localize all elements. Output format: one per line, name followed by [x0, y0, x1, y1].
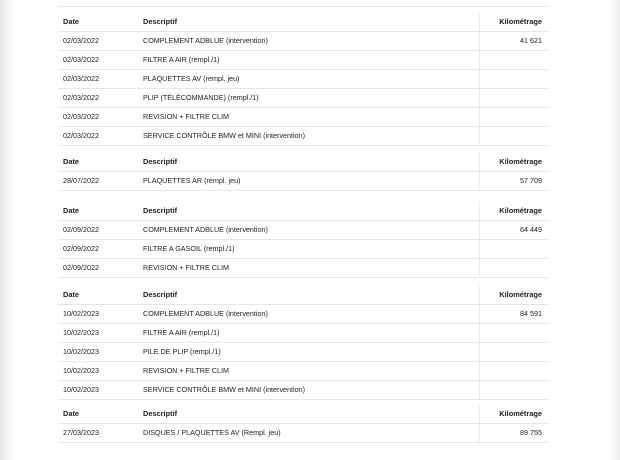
table-row	[58, 259, 548, 278]
table-row	[58, 89, 548, 108]
header-date: Date	[63, 290, 80, 299]
row-descriptif: COMPLEMENT ADBLUE (intervention)	[143, 36, 268, 45]
row-descriptif: SERVICE CONTRÔLE BMW et MINI (intervention)	[143, 131, 306, 140]
table-row	[58, 424, 548, 443]
header-descriptif: Descriptif	[143, 206, 178, 215]
table-row	[58, 51, 548, 70]
table-row	[58, 305, 548, 324]
header-date: Date	[63, 206, 80, 215]
row-descriptif: FILTRE A AIR (rempl./1)	[143, 55, 220, 64]
header-kilometrage: Kilométrage	[499, 157, 542, 166]
row-date: 02/03/2022	[63, 93, 99, 102]
row-descriptif: PLAQUETTES AR (rempl. jeu)	[143, 176, 241, 185]
table-row	[58, 108, 548, 127]
row-descriptif: SERVICE CONTRÔLE BMW et MINI (intervention)	[143, 385, 306, 394]
history-section	[58, 286, 548, 400]
table-row	[58, 343, 548, 362]
row-kilometrage: 89 755	[520, 428, 542, 437]
row-date: 10/02/2023	[63, 328, 99, 337]
row-descriptif: COMPLEMENT ADBLUE (intervention)	[143, 225, 268, 234]
row-date: 02/03/2022	[63, 36, 99, 45]
header-kilometrage: Kilométrage	[499, 290, 542, 299]
table-row	[58, 32, 548, 51]
row-date: 27/03/2023	[63, 428, 99, 437]
table-row	[58, 240, 548, 259]
row-date: 02/03/2022	[63, 131, 99, 140]
row-descriptif: PLAQUETTES AV (rempl. jeu)	[143, 74, 240, 83]
row-date: 02/03/2022	[63, 112, 99, 121]
row-date: 10/02/2023	[63, 309, 99, 318]
header-descriptif: Descriptif	[143, 290, 178, 299]
row-descriptif: DISQUES / PLAQUETTES AV (Rempl. jeu)	[143, 428, 281, 437]
row-date: 02/03/2022	[63, 74, 99, 83]
header-descriptif: Descriptif	[143, 409, 178, 418]
row-descriptif: REVISION + FILTRE CLIM	[143, 366, 229, 375]
row-date: 10/02/2023	[63, 385, 99, 394]
header-kilometrage: Kilométrage	[499, 17, 542, 26]
header-kilometrage: Kilométrage	[499, 409, 542, 418]
header-descriptif: Descriptif	[143, 157, 178, 166]
history-section	[58, 405, 548, 443]
header-date: Date	[63, 157, 80, 166]
row-descriptif: REVISION + FILTRE CLIM	[143, 112, 229, 121]
page-edge-left	[0, 0, 14, 460]
row-date: 10/02/2023	[63, 347, 99, 356]
row-date: 02/03/2022	[63, 55, 99, 64]
table-row	[58, 221, 548, 240]
row-descriptif: COMPLEMENT ADBLUE (intervention)	[143, 309, 268, 318]
row-kilometrage: 57 709	[520, 176, 542, 185]
table-header-row	[58, 286, 548, 305]
row-descriptif: FILTRE A AIR (rempl./1)	[143, 328, 220, 337]
header-kilometrage: Kilométrage	[499, 206, 542, 215]
row-descriptif: PILE DE PLIP (rempl./1)	[143, 347, 221, 356]
table-header-row	[58, 405, 548, 424]
row-descriptif: REVISION + FILTRE CLIM	[143, 263, 229, 272]
row-kilometrage: 41 621	[520, 36, 542, 45]
history-section	[58, 153, 548, 191]
row-date: 10/02/2023	[63, 366, 99, 375]
page-edge-right	[610, 0, 620, 460]
header-descriptif: Descriptif	[143, 17, 178, 26]
history-section	[58, 13, 548, 146]
table-row	[58, 362, 548, 381]
previous-section-fragment	[58, 0, 548, 7]
row-date: 02/09/2022	[63, 263, 99, 272]
row-date: 28/07/2022	[63, 176, 99, 185]
table-header-row	[58, 153, 548, 172]
table-row	[58, 324, 548, 343]
table-row	[58, 381, 548, 400]
history-section	[58, 202, 548, 278]
row-kilometrage: 64 449	[520, 225, 542, 234]
table-header-row	[58, 13, 548, 32]
row-date: 02/09/2022	[63, 244, 99, 253]
row-kilometrage: 84 591	[520, 309, 542, 318]
header-date: Date	[63, 17, 80, 26]
table-row	[58, 172, 548, 191]
table-header-row	[58, 202, 548, 221]
table-row	[58, 127, 548, 146]
row-descriptif: FILTRE A GASOIL (rempl./1)	[143, 244, 235, 253]
table-row	[58, 70, 548, 89]
row-descriptif: PLIP (TÉLÉCOMMANDE) (rempl./1)	[143, 93, 259, 102]
header-date: Date	[63, 409, 80, 418]
row-date: 02/09/2022	[63, 225, 99, 234]
